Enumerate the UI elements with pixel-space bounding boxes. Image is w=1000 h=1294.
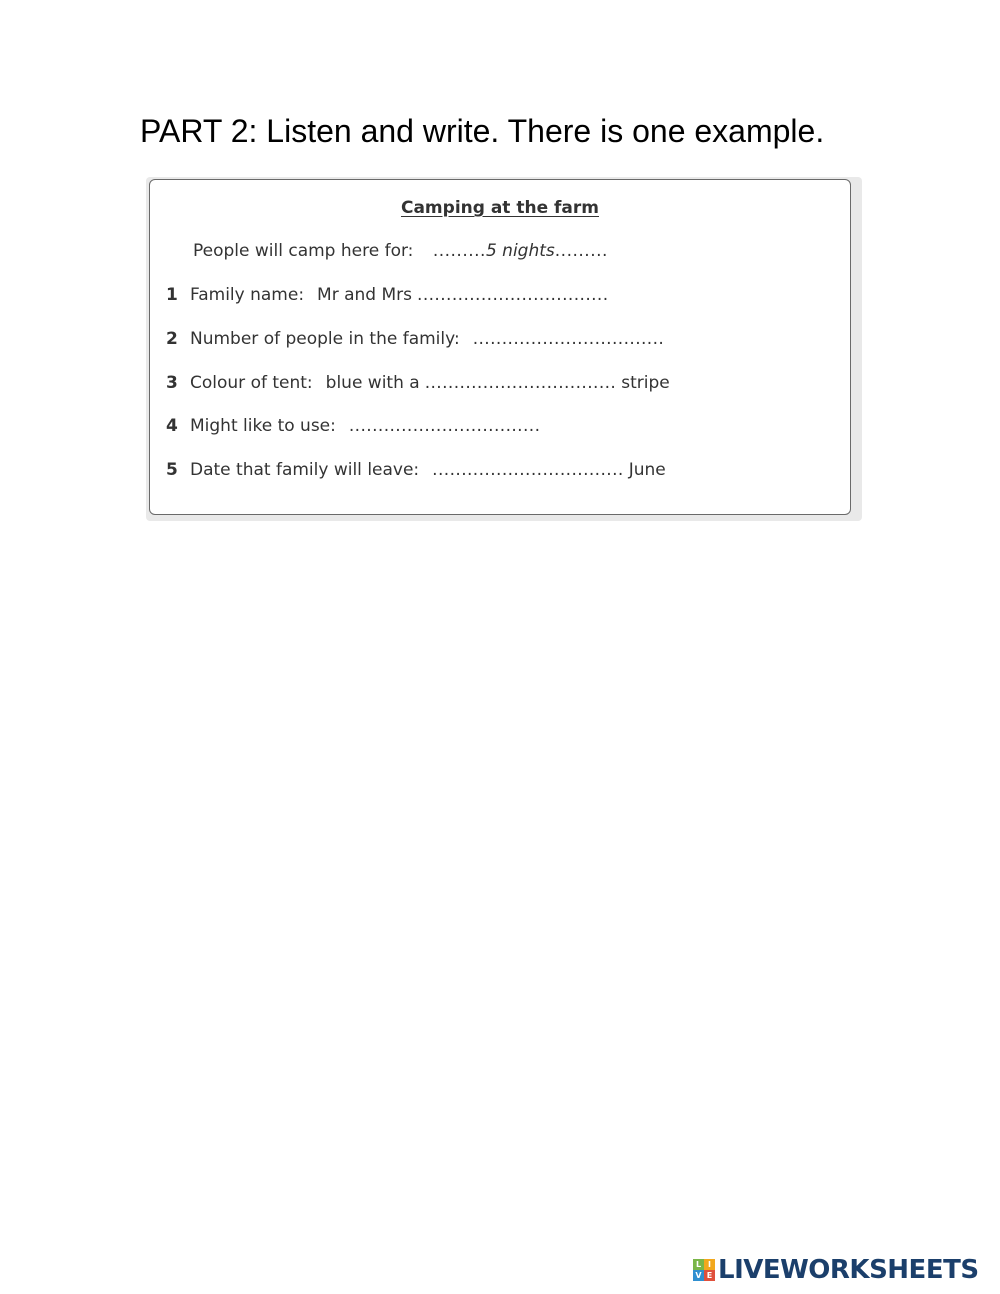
question-label: Date that family will leave: [190,460,420,480]
question-number: 4 [166,416,178,436]
panel-title: Camping at the farm [400,198,599,218]
liveworksheets-logo [693,1256,979,1284]
answer-blank-3[interactable]: ................................. [424,373,617,393]
question-number: 2 [166,329,178,349]
question-row-5 [166,460,666,480]
example-dots-after: ......... [554,241,608,261]
question-number: 3 [166,373,178,393]
answer-blank-5[interactable]: ................................. [432,460,624,480]
question-label: Colour of tent: [190,373,313,393]
answer-blank-4[interactable]: ................................. [348,416,541,436]
question-row-4 [166,416,540,436]
question-row-2 [166,329,664,349]
answer-blank-1[interactable]: ................................. [417,285,609,305]
answer-blank-2[interactable]: ................................. [472,329,665,349]
question-number: 1 [166,285,178,305]
question-row-3 [166,373,670,393]
question-number: 5 [166,460,178,480]
question-prefix: blue with a [325,373,420,393]
question-suffix: stripe [621,373,670,393]
example-dots-before: ......... [432,241,486,261]
logo-mark-icon: L I V E [693,1259,715,1281]
question-prefix: Mr and Mrs [317,285,413,305]
question-label: Number of people in the family: [190,329,460,349]
example-row [193,241,608,261]
page-heading: PART 2: Listen and write. There is one example. [140,113,825,149]
example-label: People will camp here for: [193,241,414,261]
logo-text: LIVEWORKSHEETS [718,1255,979,1285]
question-row-1 [166,285,609,305]
question-label: Might like to use: [190,416,336,436]
worksheet-panel [149,179,851,515]
example-answer: 5 nights [485,241,555,261]
question-suffix: June [628,460,666,480]
question-label: Family name: [190,285,305,305]
